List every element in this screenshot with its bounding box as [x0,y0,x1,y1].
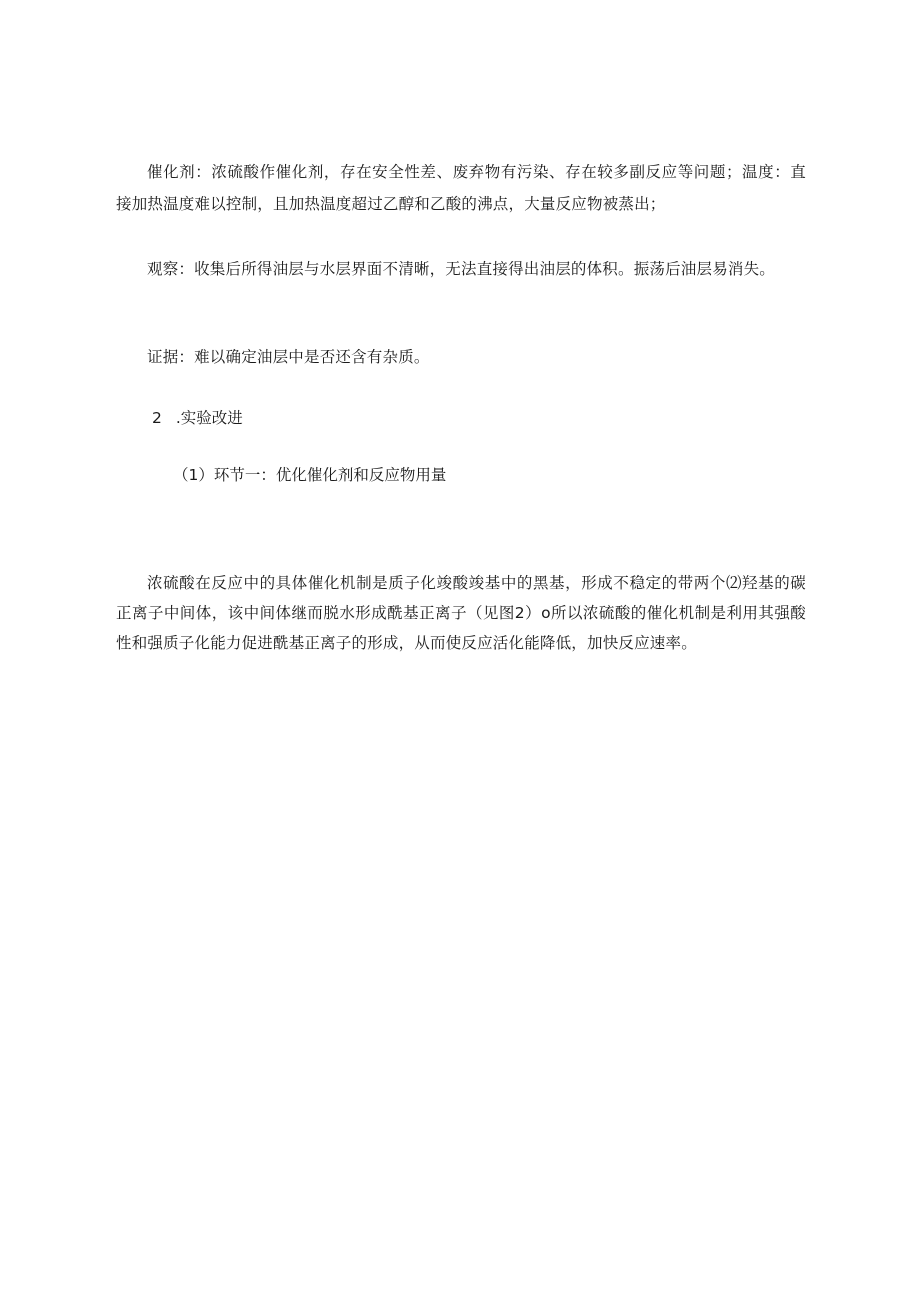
subsection-heading-step-one: （1）环节一：优化催化剂和反应物用量 [173,466,447,484]
section-title: .实验改进 [175,409,243,427]
paragraph-catalyst-temperature: 催化剂：浓硫酸作催化剂，存在安全性差、废弃物有污染、存在较多副反应等问题；温度：直接加热温度难以控制，且加热温度超过乙醇和乙酸的沸点，大量反应物被蒸出； [116,163,806,213]
paragraph-evidence: 证据：难以确定油层中是否还含有杂质。 [147,348,430,366]
paragraph-observation: 观察：收集后所得油层与水层界面不清晰，无法直接得出油层的体积。振荡后油层易消失。 [147,260,776,278]
section-heading-experiment-improvement [152,402,243,434]
paragraph-catalysis-mechanism: 浓硫酸在反应中的具体催化机制是质子化竣酸竣基中的黑基，形成不稳定的带两个⑵羟基的碳正离子中间体，该中间体继而脱水形成酰基正离子（见图2）o所以浓硫酸的催化机制是利用其强酸性和强质子化能力促进酰基正离子的形成，从而使反应活化能降低，加快反应速率。 [116,574,806,652]
section-number: 2 [152,409,162,427]
